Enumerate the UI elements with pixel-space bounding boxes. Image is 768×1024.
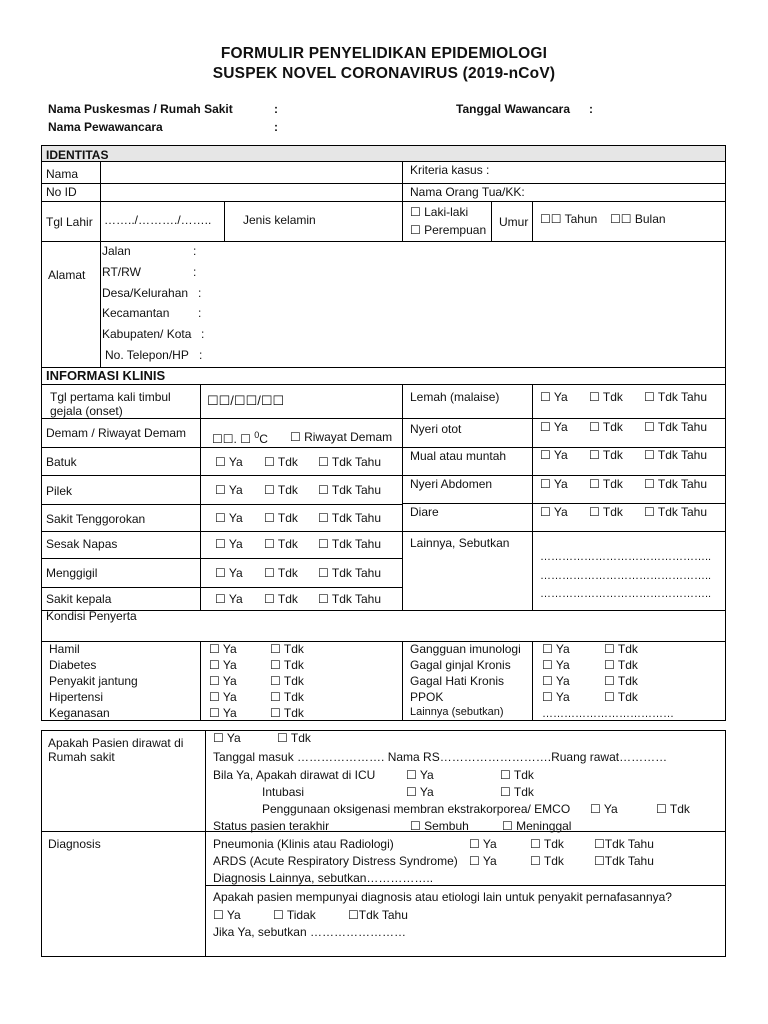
symptom-tdktahu-left-1[interactable]: ☐ Tdk Tahu [318, 483, 382, 497]
diagnosis-lainnya-field[interactable]: Diagnosis Lainnya, sebutkan…………….. [213, 871, 434, 885]
nama-label: Nama [46, 167, 79, 181]
rtrw-colon: : [193, 265, 197, 279]
pneumonia-tdk-checkbox[interactable]: ☐ Tdk [530, 837, 564, 851]
komorbid-right-ya-1[interactable]: ☐ Ya [542, 658, 570, 672]
symptom-ya-left-3[interactable]: ☐ Ya [215, 537, 243, 551]
intubasi-tdk-checkbox[interactable]: ☐ Tdk [500, 785, 534, 799]
komorbid-right-tdk-0[interactable]: ☐ Tdk [604, 642, 638, 656]
komorbid-left-label-0: Hamil [49, 642, 80, 656]
etiologi-question: Apakah pasien mempunyai diagnosis atau etiologi lain untuk penyakit pernafasannya? [213, 890, 672, 904]
telepon-label: No. Telepon/HP [105, 348, 189, 362]
symptom-label-left-3: Sesak Napas [46, 537, 118, 551]
komorbid-left-label-1: Diabetes [49, 658, 97, 672]
onset-date-field[interactable]: ☐☐/☐☐/☐☐ [207, 393, 285, 408]
alamat-label: Alamat [48, 268, 86, 282]
symptom-ya-right-4[interactable]: ☐ Ya [540, 505, 568, 519]
kabupaten-label: Kabupaten/ Kota [102, 327, 192, 341]
rawat-label-2: Rumah sakit [48, 750, 115, 764]
intubasi-ya-checkbox[interactable]: ☐ Ya [406, 785, 434, 799]
onset-label-1: Tgl pertama kali timbul [50, 390, 171, 404]
symptom-tdk-left-4[interactable]: ☐ Tdk [264, 566, 298, 580]
rawat-ya-checkbox[interactable]: ☐ Ya [213, 731, 241, 745]
demam-temp-field[interactable] [212, 430, 268, 446]
emco-ya-checkbox[interactable]: ☐ Ya [590, 802, 618, 816]
pneumonia-tdktahu-checkbox[interactable]: ☐Tdk Tahu [594, 837, 654, 851]
symptom-tdk-right-1[interactable]: ☐ Tdk [589, 420, 623, 434]
komorbid-left-ya-2[interactable]: ☐ Ya [209, 674, 237, 688]
jenis-kelamin-label: Jenis kelamin [243, 213, 316, 227]
icu-tdk-checkbox[interactable]: ☐ Tdk [500, 768, 534, 782]
pewawancara-colon: : [274, 120, 278, 134]
jika-ya-field[interactable]: Jika Ya, sebutkan …………………… [213, 925, 406, 939]
rtrw-label: RT/RW [102, 265, 141, 279]
symptom-tdktahu-right-3[interactable]: ☐ Tdk Tahu [644, 477, 708, 491]
symptom-ya-left-4[interactable]: ☐ Ya [215, 566, 243, 580]
sembuh-checkbox[interactable]: ☐ Sembuh [410, 819, 469, 833]
degree-sign: 0 [254, 430, 260, 440]
rawat-label-1: Apakah Pasien dirawat di [48, 736, 184, 750]
ards-tdk-checkbox[interactable]: ☐ Tdk [530, 854, 564, 868]
tanggal-label: Tanggal Wawancara [456, 102, 571, 116]
ards-label: ARDS (Acute Respiratory Distress Syndrome) [213, 854, 458, 868]
pneumonia-label: Pneumonia (Klinis atau Radiologi) [213, 837, 394, 851]
no-id-label: No ID [46, 185, 77, 199]
symptom-tdktahu-left-4[interactable]: ☐ Tdk Tahu [318, 566, 382, 580]
komorbid-title: Kondisi Penyerta [46, 609, 137, 623]
demam-label: Demam / Riwayat Demam [46, 426, 187, 440]
tgl-lahir-label: Tgl Lahir [46, 215, 93, 229]
etiologi-ya-checkbox[interactable]: ☐ Ya [213, 908, 241, 922]
kecamatan-colon: : [198, 306, 202, 320]
intubasi-label: Intubasi [262, 785, 305, 799]
etiologi-tidak-checkbox[interactable]: ☐ Tidak [273, 908, 316, 922]
symptom-ya-right-1[interactable]: ☐ Ya [540, 420, 568, 434]
symptom-ya-left-2[interactable]: ☐ Ya [215, 511, 243, 525]
lainnya-dots-2[interactable]: ……………………………………….. [540, 570, 712, 582]
komorbid-right-tdk-3[interactable]: ☐ Tdk [604, 690, 638, 704]
symptom-tdk-right-4[interactable]: ☐ Tdk [589, 505, 623, 519]
symptom-ya-right-0[interactable]: ☐ Ya [540, 390, 568, 404]
puskesmas-label: Nama Puskesmas / Rumah Sakit [48, 102, 233, 116]
desa-colon: : [198, 286, 202, 300]
status-label: Status pasien terakhir [213, 819, 330, 833]
umur-label: Umur [499, 215, 529, 229]
form-title-line2: SUSPEK NOVEL CORONAVIRUS (2019-nCoV) [212, 65, 556, 82]
rawat-tdk-checkbox[interactable]: ☐ Tdk [277, 731, 311, 745]
komorbid-right-label-1: Gagal ginjal Kronis [410, 658, 511, 672]
symptom-label-right-3: Nyeri Abdomen [410, 477, 493, 491]
symptom-tdktahu-right-2[interactable]: ☐ Tdk Tahu [644, 448, 708, 462]
komorbid-right-ya-3[interactable]: ☐ Ya [542, 690, 570, 704]
symptom-ya-right-2[interactable]: ☐ Ya [540, 448, 568, 462]
komorbid-left-ya-4[interactable]: ☐ Ya [209, 706, 237, 720]
komorbid-left-ya-0[interactable]: ☐ Ya [209, 642, 237, 656]
lainnya-dots-3[interactable]: ……………………………………….. [540, 588, 712, 600]
ards-ya-checkbox[interactable]: ☐ Ya [469, 854, 497, 868]
symptom-tdk-right-3[interactable]: ☐ Tdk [589, 477, 623, 491]
umur-tahun-field[interactable]: ☐☐ Tahun [540, 212, 598, 226]
lainnya-label: Lainnya, Sebutkan [410, 536, 510, 550]
orang-tua-label: Nama Orang Tua/KK: [410, 185, 525, 199]
symptom-label-right-4: Diare [410, 505, 439, 519]
symptom-label-left-2: Sakit Tenggorokan [46, 512, 146, 526]
symptom-ya-right-3[interactable]: ☐ Ya [540, 477, 568, 491]
tgl-lahir-field[interactable]: ……../………./…….. [104, 213, 212, 227]
komorbid-left-ya-3[interactable]: ☐ Ya [209, 690, 237, 704]
symptom-tdk-right-2[interactable]: ☐ Tdk [589, 448, 623, 462]
identitas-heading: IDENTITAS [46, 148, 109, 162]
demam-temp-value: ☐☐. ☐ [212, 432, 255, 446]
symptom-label-left-5: Sakit kepala [46, 592, 112, 606]
kecamatan-label: Kecamantan [102, 306, 170, 320]
symptom-tdktahu-left-5[interactable]: ☐ Tdk Tahu [318, 592, 382, 606]
umur-bulan-field[interactable]: ☐☐ Bulan [610, 212, 666, 226]
puskesmas-colon: : [274, 102, 278, 116]
desa-label: Desa/Kelurahan [102, 286, 189, 300]
icu-ya-checkbox[interactable]: ☐ Ya [406, 768, 434, 782]
komorbid-left-label-3: Hipertensi [49, 690, 104, 704]
komorbid-left-label-4: Keganasan [49, 706, 110, 720]
symptom-label-left-0: Batuk [46, 455, 77, 469]
komorbid-left-tdk-2[interactable]: ☐ Tdk [270, 674, 304, 688]
etiologi-tdktahu-checkbox[interactable]: ☐Tdk Tahu [348, 908, 408, 922]
perempuan-checkbox[interactable]: ☐ Perempuan [410, 223, 487, 237]
jalan-colon: : [193, 244, 197, 258]
komorbid-left-tdk-4[interactable]: ☐ Tdk [270, 706, 304, 720]
pewawancara-label: Nama Pewawancara [48, 120, 163, 134]
telepon-colon: : [199, 348, 203, 362]
symptom-tdktahu-right-4[interactable]: ☐ Tdk Tahu [644, 505, 708, 519]
komorbid-left-ya-1[interactable]: ☐ Ya [209, 658, 237, 672]
kabupaten-colon: : [201, 327, 205, 341]
lainnya-dots-1[interactable]: ……………………………………….. [540, 551, 712, 563]
ards-tdktahu-checkbox[interactable]: ☐Tdk Tahu [594, 854, 654, 868]
riwayat-demam-checkbox[interactable]: ☐ Riwayat Demam [290, 430, 393, 444]
tanggal-masuk-field[interactable]: Tanggal masuk …………………. Nama RS……………………….Ruang rawat………… [213, 750, 668, 764]
symptom-label-left-1: Pilek [46, 484, 73, 498]
emco-label: Penggunaan oksigenasi membran ekstrakorporea/ EMCO [262, 802, 571, 816]
emco-tdk-checkbox[interactable]: ☐ Tdk [656, 802, 690, 816]
form-title-line1: FORMULIR PENYELIDIKAN EPIDEMIOLOGI [220, 45, 548, 62]
komorbid-right-ya-2[interactable]: ☐ Ya [542, 674, 570, 688]
symptom-tdk-left-0[interactable]: ☐ Tdk [264, 455, 298, 469]
komorbid-left-tdk-0[interactable]: ☐ Tdk [270, 642, 304, 656]
komorbid-left-tdk-3[interactable]: ☐ Tdk [270, 690, 304, 704]
symptom-label-left-4: Menggigil [46, 566, 98, 580]
symptom-tdk-left-5[interactable]: ☐ Tdk [264, 592, 298, 606]
symptom-tdk-left-2[interactable]: ☐ Tdk [264, 511, 298, 525]
symptom-tdktahu-right-1[interactable]: ☐ Tdk Tahu [644, 420, 708, 434]
kriteria-label: Kriteria kasus : [410, 163, 490, 177]
komorbid-right-label-0: Gangguan imunologi [410, 642, 521, 656]
symptom-tdk-left-1[interactable]: ☐ Tdk [264, 483, 298, 497]
pneumonia-ya-checkbox[interactable]: ☐ Ya [469, 837, 497, 851]
komorbid-right-ya-0[interactable]: ☐ Ya [542, 642, 570, 656]
meninggal-checkbox[interactable]: ☐ Meninggal [502, 819, 572, 833]
onset-label-2: gejala (onset) [50, 404, 123, 418]
symptom-label-right-1: Nyeri otot [410, 422, 462, 436]
klinis-heading: INFORMASI KLINIS [46, 368, 166, 383]
celsius-unit: C [259, 432, 268, 446]
komorbid-right-tdk-1[interactable]: ☐ Tdk [604, 658, 638, 672]
komorbid-lainnya-dots[interactable]: ……………………………… [542, 708, 674, 720]
diagnosis-label: Diagnosis [48, 837, 101, 851]
symptom-label-right-2: Mual atau muntah [410, 449, 507, 463]
symptom-tdktahu-left-3[interactable]: ☐ Tdk Tahu [318, 537, 382, 551]
symptom-label-right-0: Lemah (malaise) [410, 390, 500, 404]
symptom-tdktahu-left-0[interactable]: ☐ Tdk Tahu [318, 455, 382, 469]
tanggal-colon: : [589, 102, 593, 116]
symptom-tdktahu-right-0[interactable]: ☐ Tdk Tahu [644, 390, 708, 404]
komorbid-lainnya-label: Lainnya (sebutkan) [410, 706, 504, 718]
komorbid-right-label-2: Gagal Hati Kronis [410, 674, 505, 688]
symptom-ya-left-0[interactable]: ☐ Ya [215, 455, 243, 469]
symptom-tdk-left-3[interactable]: ☐ Tdk [264, 537, 298, 551]
jalan-label: Jalan [102, 244, 131, 258]
komorbid-left-label-2: Penyakit jantung [49, 674, 138, 688]
komorbid-right-tdk-2[interactable]: ☐ Tdk [604, 674, 638, 688]
laki-checkbox[interactable]: ☐ Laki-laki [410, 205, 469, 219]
symptom-tdktahu-left-2[interactable]: ☐ Tdk Tahu [318, 511, 382, 525]
symptom-ya-left-5[interactable]: ☐ Ya [215, 592, 243, 606]
komorbid-left-tdk-1[interactable]: ☐ Tdk [270, 658, 304, 672]
symptom-tdk-right-0[interactable]: ☐ Tdk [589, 390, 623, 404]
symptom-ya-left-1[interactable]: ☐ Ya [215, 483, 243, 497]
icu-label: Bila Ya, Apakah dirawat di ICU [213, 768, 376, 782]
komorbid-right-label-3: PPOK [410, 690, 444, 704]
